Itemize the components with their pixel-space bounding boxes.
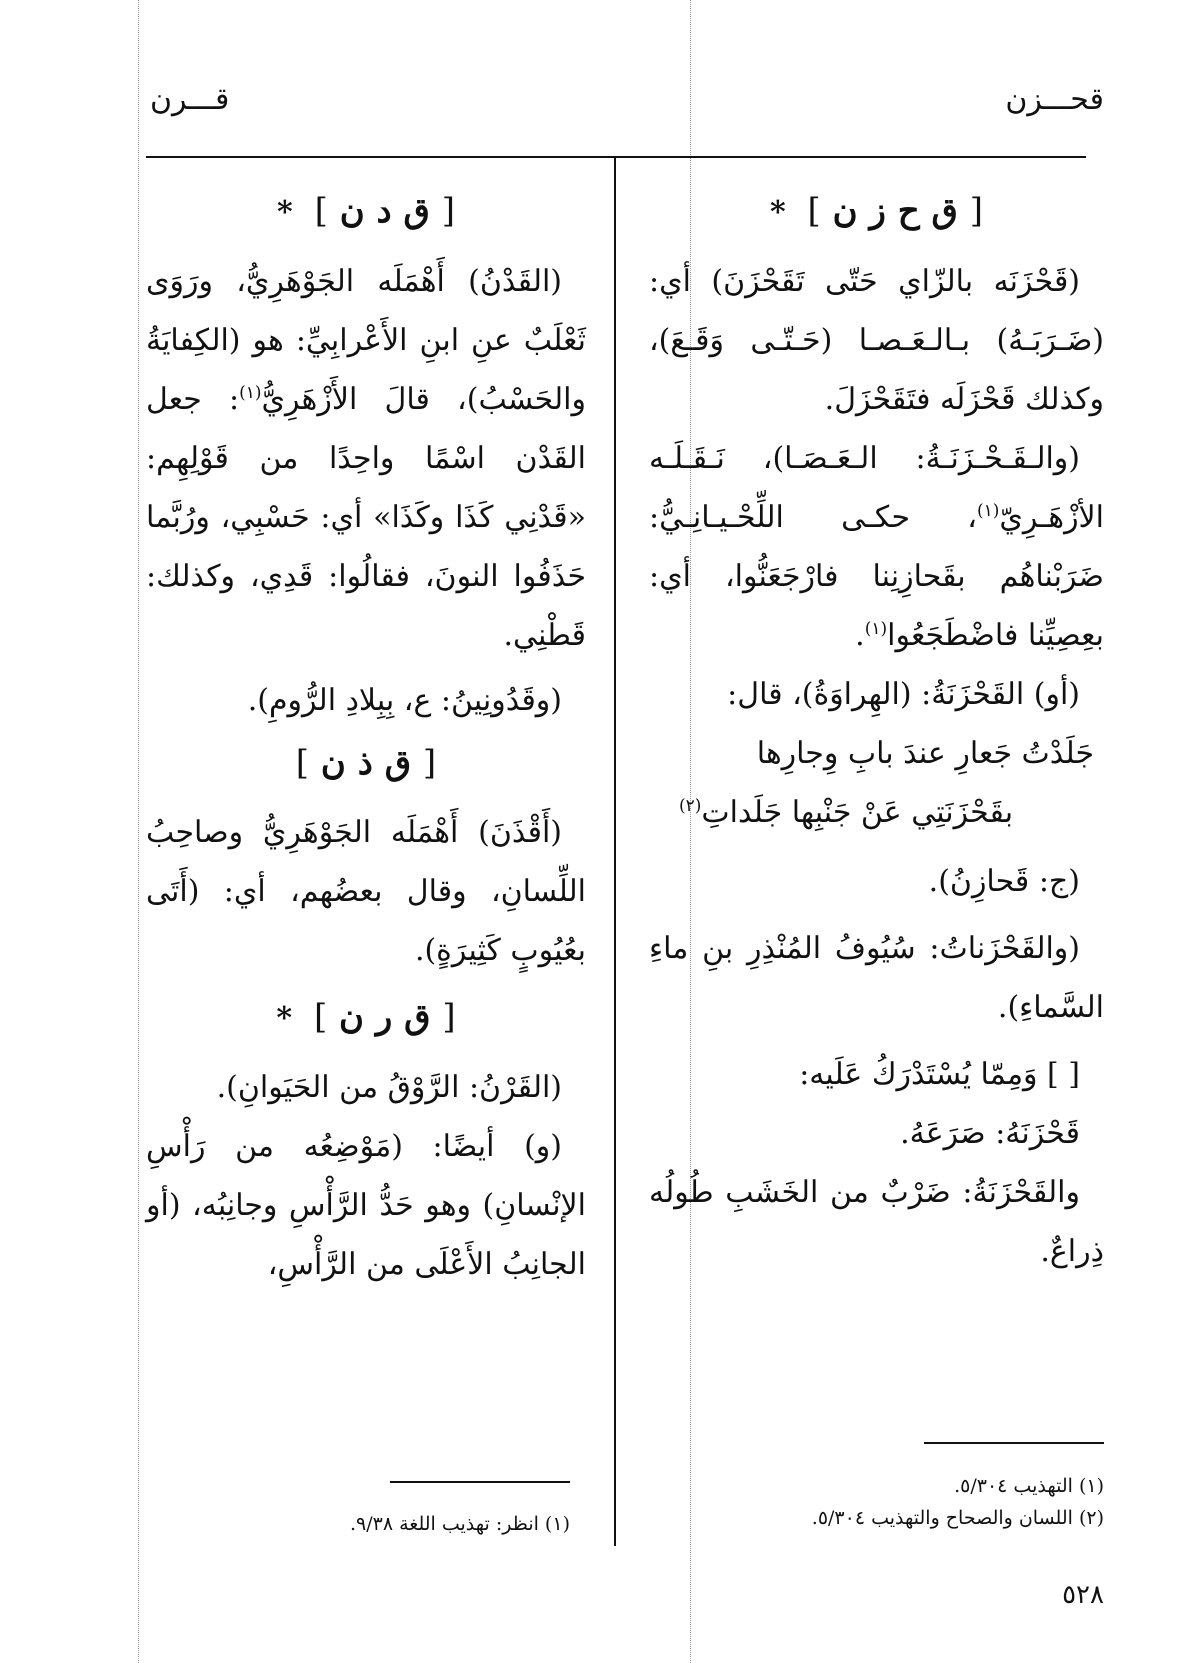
footnote-ref: (١) (239, 383, 262, 403)
footnote-ref: (١) (977, 501, 1000, 521)
page-number: ٥٢٨ (1062, 1580, 1104, 1610)
paragraph: (وقَدُونِينُ: ع، بِبِلادِ الرُّومِ). (247, 683, 562, 718)
entry-root: ق د ن (339, 191, 430, 231)
footnotes-left (150, 1508, 570, 1540)
paragraph: (أو) القَحْزَنَةُ: (الهِراوَةُ)، قال: (727, 677, 1080, 712)
footnote-rule-right (924, 1442, 1104, 1444)
column-divider (614, 156, 616, 1546)
paragraph (649, 429, 1104, 665)
entry-root: ق ر ن (339, 997, 431, 1037)
entry-root: ق ح ز ن (832, 191, 958, 231)
running-head-left: قـــرن (150, 82, 230, 117)
paragraph: (ج: قَحازِنُ). (928, 864, 1080, 899)
verse-text: بقَحْزَنَتِي عَنْ جَنْبِها جَلَداتِ (701, 795, 1014, 830)
paragraph: والقَحْزَنَةُ: ضَرْبٌ من الخَشَبِ طُولُه ذِراعٌ. (649, 1175, 1104, 1269)
paragraph: قَحْزَنَهُ: صَرَعَهُ. (900, 1116, 1080, 1151)
paragraph-text: : جعل القَدْن اسْمًا واحِدًا من قَوْلِهِم: «قَدْنِي كَذَا وكَذَا» أي: حَسْبِي، ورُبَّما حَذَفُوا النونَ، فقالُوا: قَدِي، وكذلك: قَطْنِي. (146, 382, 586, 653)
running-head-right: قحـــزن (1005, 82, 1104, 117)
footnotes-right (649, 1470, 1104, 1534)
star-marker: * (276, 1001, 293, 1036)
footnote-ref: (١) (864, 619, 888, 639)
right-column (649, 178, 1104, 1281)
header-rule (146, 156, 1086, 158)
paragraph: (أَقْذَنَ) أَهْمَلَه الجَوْهَرِيُّ وصاحِبُ اللِّسانِ، وقال بعضُهم، أي: (أَتَى بعُيُوبٍ كَثِيرَةٍ). (146, 815, 586, 968)
footnote: (٢) اللسان والصحاح والتهذيب ٥/٣٠٤. (811, 1507, 1104, 1529)
verse-line (649, 783, 1104, 842)
star-marker: * (277, 195, 293, 230)
paragraph: (قَحْزَنَه بالزّاي حَتّى تَقَحْزَنَ) أي: (ضَـرَبَـهُ) بـالـعَـصـا (حَـتّـى وَقَـعَ)، وكذلك قَحْزَلَه فتَقَحْزَلَ. (649, 264, 1104, 417)
paragraph: (و) أيضًا: (مَوْضِعُه من رَأْسِ الإنْسانِ) وهو حَدُّ الرَّأْسِ وجانِبُه، (أو الجانِبُ الأَعْلَى من الرَّأْسِ، (146, 1129, 586, 1282)
paragraph-text: (القَدْنُ) أَهْمَلَه الجَوْهَرِيُّ، ورَوَى ثَعْلَبٌ عنِ ابنِ الأَعْرابِيِّ: هو (الكِفايَةُ والحَسْبُ)، قالَ الأَزْهَرِيُّ (146, 264, 586, 417)
footnote: (١) التهذيب ٥/٣٠٤. (954, 1475, 1104, 1497)
paragraph-text: . (855, 618, 865, 653)
paragraph-text: ، حكـى اللِّحْـيـانِـيُّ: ضَرَبْناهُم بقَحازِنِنا فارْجَعَنُّوا، أي: بعِصِيِّنا فاضْطَجَعُوا (649, 500, 1104, 653)
entry-heading-qadan: [ ق د ن ] * (277, 191, 455, 231)
paragraph: (القَرْنُ: الرَّوْقُ من الحَيَوانِ). (216, 1070, 562, 1105)
paragraph: [ ] وَمِمّا يُسْتَدْرَكُ عَلَيه: (799, 1057, 1080, 1092)
footnote-rule-left (390, 1481, 570, 1483)
paragraph (146, 252, 586, 665)
entry-heading-qarn: [ ق ر ن ] * (276, 997, 456, 1037)
entry-heading-qahzan: [ ق ح ز ن ] * (770, 191, 983, 231)
footnote: (١) انظر: تهذيب اللغة ٩/٣٨. (349, 1513, 570, 1535)
entry-heading-qadhan: [ ق ذ ن ] (295, 743, 437, 783)
paragraph: (والقَحْزَناتُ: سُيُوفُ المُنْذِرِ بنِ ماءِ السَّماءِ). (649, 931, 1104, 1025)
scan-guide-line (138, 0, 139, 1663)
star-marker: * (770, 195, 786, 230)
footnote-ref: (٢) (679, 796, 702, 816)
verse-line: جَلَدْتُ جَعارِ عندَ بابِ وِجارِها (756, 736, 1094, 771)
entry-root: ق ذ ن (320, 743, 412, 783)
left-column (146, 178, 586, 1294)
paragraph-text: (والـقَـحْـزَنَـةُ: الـعَـصَـا)، نَـقَـلَـه الأزْهَـرِيّ (649, 441, 1104, 535)
